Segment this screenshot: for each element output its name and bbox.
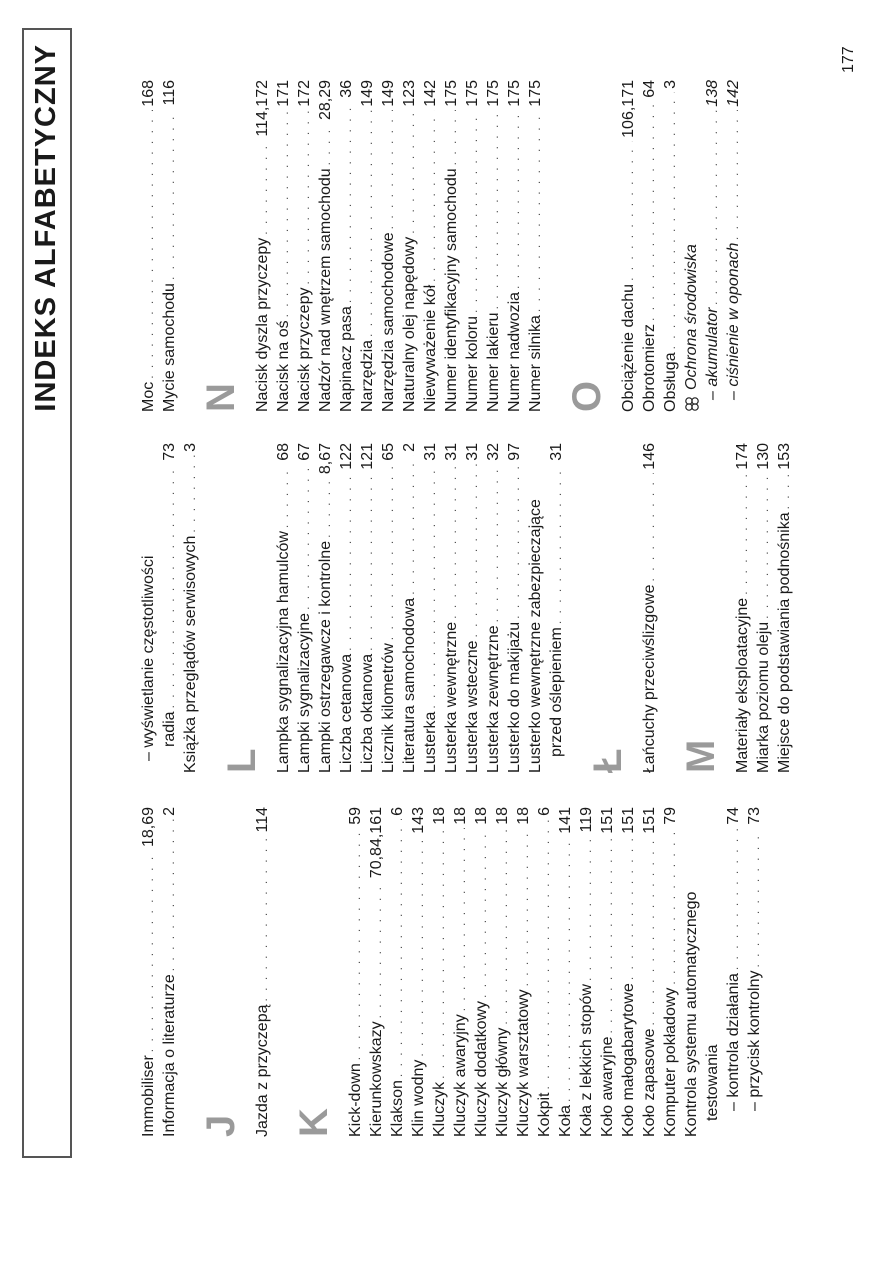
- index-entry: [387, 807, 408, 1137]
- index-entry: [555, 807, 576, 1137]
- entry-label: Koło małogabarytowe: [620, 983, 637, 1137]
- entry-pages: 106,171: [620, 80, 637, 138]
- entry-pages: 122: [338, 443, 355, 470]
- index-entry: [273, 443, 294, 773]
- entry-label: Łańcuchy przeciwślizgowe: [641, 584, 658, 773]
- entry-pages: 64: [641, 80, 658, 98]
- entry-pages: 146: [641, 443, 658, 470]
- index-entry: [345, 807, 366, 1137]
- entry-pages: 31: [548, 443, 565, 461]
- entry-label: – ciśnienie w oponach: [725, 242, 742, 400]
- entry-label: Lampka sygnalizacyjna hamulców: [275, 531, 292, 773]
- entry-pages: 28,29: [317, 80, 334, 121]
- entry-label: Obrotomierz: [641, 323, 658, 412]
- entry-label: Lampki ostrzegawcze i kontrolne: [317, 540, 334, 773]
- index-entry: [315, 443, 336, 773]
- entry-label: Lusterko do makijażu: [506, 621, 523, 773]
- section-letter-l-stroke: Ł: [586, 748, 630, 773]
- index-entry: [294, 443, 315, 773]
- entry-pages: 97: [506, 443, 523, 461]
- index-entry: [471, 807, 492, 1137]
- entry-label: Kontrola systemu automatycznego: [683, 891, 700, 1137]
- entry-pages: 138: [704, 80, 721, 107]
- index-entry: [597, 807, 618, 1137]
- index-entry: [420, 443, 441, 773]
- index-entry: [138, 80, 159, 412]
- entry-pages: 171: [275, 80, 292, 107]
- section-letter-l: L: [220, 748, 264, 773]
- entry-label: Napinacz pasa: [338, 306, 355, 412]
- entry-label: Numer koloru: [464, 315, 481, 412]
- entry-pages: 175: [443, 80, 460, 107]
- index-entry: [315, 80, 336, 412]
- entry-pages: 142: [725, 80, 742, 107]
- entry-pages: 18: [473, 807, 490, 825]
- entry-pages: 149: [359, 80, 376, 107]
- index-entry: [534, 807, 555, 1137]
- index-entry: [462, 443, 483, 773]
- section-letter-n: N: [199, 383, 243, 412]
- entry-label: Lusterka wewnętrzne: [443, 621, 460, 773]
- index-entry: [294, 80, 315, 412]
- index-entry: [336, 443, 357, 773]
- entry-label: Lusterka wsteczne: [464, 640, 481, 773]
- entry-pages: 142: [422, 80, 439, 107]
- entry-label: – przycisk kontrolny: [746, 970, 763, 1111]
- entry-label: Niewyważenie kół: [422, 284, 439, 412]
- entry-pages: 6: [536, 807, 553, 816]
- index-entry: [618, 80, 639, 412]
- entry-pages: 151: [641, 807, 658, 834]
- entry-pages: 153: [776, 443, 793, 470]
- index-entry: [357, 80, 378, 412]
- entry-label: Książka przeglądów serwisowych: [182, 535, 199, 773]
- index-entry: [639, 807, 660, 1137]
- index-entry: [483, 443, 504, 773]
- index-entry: [576, 807, 597, 1137]
- entry-pages: 79: [662, 807, 679, 825]
- entry-pages: 3: [662, 80, 679, 89]
- index-entry: [639, 443, 660, 773]
- entry-pages: 114,172: [254, 80, 271, 137]
- entry-label: – kontrola działania: [725, 973, 742, 1111]
- entry-pages: 175: [485, 80, 502, 107]
- index-entry: [681, 807, 702, 1137]
- entry-label: Materiały eksploatacyjne: [734, 597, 751, 773]
- index-entry: [753, 443, 774, 773]
- index-entry: [378, 80, 399, 412]
- entry-label: Jazda z przyczepą: [254, 1004, 271, 1137]
- entry-pages: 32: [485, 443, 502, 461]
- entry-pages: 121: [359, 443, 376, 470]
- index-entry: [159, 80, 180, 412]
- entry-label: – wyświetlanie częstotliwości: [140, 555, 157, 761]
- section-letter-o: O: [565, 380, 609, 412]
- index-entry: [450, 807, 471, 1137]
- entry-pages: 175: [527, 80, 544, 107]
- index-entry: [639, 80, 660, 412]
- index-entry: [744, 807, 765, 1137]
- entry-pages: 18: [431, 807, 448, 825]
- entry-label: testowania: [704, 1044, 721, 1121]
- index-entry: [399, 443, 420, 773]
- entry-pages: 151: [599, 807, 616, 834]
- index-entry: [336, 80, 357, 412]
- entry-pages: 6: [389, 807, 406, 816]
- entry-label: Kierunkowskazy: [368, 1021, 385, 1137]
- entry-label: Licznik kilometrów: [380, 643, 397, 773]
- entry-label: Obciążenie dachu: [620, 283, 637, 412]
- entry-label: Koła z lekkich stopów: [578, 984, 595, 1137]
- index-entry: [660, 807, 681, 1137]
- entry-label: Nacisk na oś: [275, 320, 292, 412]
- entry-pages: 175: [506, 80, 523, 107]
- entry-label: Informacja o literaturze: [161, 974, 178, 1137]
- entry-label: Mycie samochodu: [161, 283, 178, 412]
- entry-pages: 73: [746, 807, 763, 825]
- index-entry: [462, 80, 483, 412]
- index-entry: [429, 807, 450, 1137]
- index-entry: [618, 807, 639, 1137]
- index-entry: [441, 80, 462, 412]
- recycle-icon: [684, 396, 700, 412]
- index-entry: [723, 807, 744, 1137]
- index-column-2: [138, 443, 795, 773]
- index-entry: [483, 80, 504, 412]
- entry-pages: 68: [275, 443, 292, 461]
- entry-label: Liczba cetanowa: [338, 653, 355, 773]
- section-letter-j: J: [199, 1114, 243, 1137]
- index-entry: [357, 443, 378, 773]
- entry-label: Numer silnika: [527, 315, 544, 412]
- entry-pages: 2: [161, 807, 178, 816]
- entry-pages: 18: [515, 807, 532, 825]
- eco-label: Ochrona środowiska: [683, 244, 700, 390]
- index-entry: [441, 443, 462, 773]
- entry-label: Kluczyk główny: [494, 1027, 511, 1137]
- entry-label: Komputer pokładowy: [662, 987, 679, 1137]
- index-entry: [273, 80, 294, 412]
- index-entry: [774, 443, 795, 773]
- index-entry: [180, 443, 201, 773]
- entry-pages: 65: [380, 443, 397, 461]
- index-entry: [504, 80, 525, 412]
- section-letter-k: K: [292, 1108, 336, 1137]
- entry-pages: 70,84,161: [368, 807, 385, 879]
- entry-label: Kluczyk dodatkowy: [473, 1000, 490, 1137]
- section-letter-m: M: [679, 739, 723, 773]
- entry-label: Literatura samochodowa: [401, 597, 418, 773]
- entry-pages: 141: [557, 807, 574, 834]
- entry-label: Numer nadwozia: [506, 291, 523, 412]
- entry-label: – akumulator: [704, 307, 721, 400]
- entry-label: Immobiliser: [140, 1055, 157, 1137]
- index-entry: [159, 807, 180, 1137]
- index-entry: [702, 807, 723, 1137]
- entry-label: Narzędzia: [359, 339, 376, 412]
- entry-label: Klakson: [389, 1080, 406, 1137]
- index-column-1: [138, 807, 765, 1137]
- entry-pages: 18,69: [140, 807, 157, 848]
- index-entry: [378, 443, 399, 773]
- entry-label: Lampki sygnalizacyjne: [296, 612, 313, 773]
- index-entry: [420, 80, 441, 412]
- eco-entry: [681, 80, 702, 412]
- entry-label: Nadzór nad wnętrzem samochodu: [317, 168, 334, 412]
- entry-label: Kluczyk: [431, 1081, 448, 1137]
- entry-pages: 3: [182, 443, 199, 452]
- entry-pages: 168: [140, 80, 157, 107]
- index-entry: [408, 807, 429, 1137]
- entry-label: Koło zapasowe: [641, 1028, 658, 1137]
- entry-label: Naturalny olej napędowy: [401, 236, 418, 412]
- entry-pages: 59: [347, 807, 364, 825]
- index-entry: [159, 443, 180, 773]
- index-entry: [138, 443, 159, 773]
- entry-pages: 130: [755, 443, 772, 470]
- entry-label: Kluczyk warsztatowy: [515, 989, 532, 1137]
- entry-pages: 123: [401, 80, 418, 107]
- entry-pages: 172: [296, 80, 313, 107]
- entry-pages: 18: [452, 807, 469, 825]
- entry-label: Liczba oktanowa: [359, 653, 376, 773]
- entry-pages: 143: [410, 807, 427, 834]
- index-entry: [702, 80, 723, 412]
- entry-label: przed oślepieniem: [548, 627, 565, 757]
- entry-label: Nacisk dyszla przyczepy: [254, 237, 271, 412]
- index-entry: [525, 443, 546, 773]
- index-entry: [366, 807, 387, 1137]
- page-number: 177: [840, 46, 857, 73]
- entry-pages: 114: [254, 807, 271, 833]
- page-title: INDEKS ALFABETYCZNY: [30, 44, 62, 412]
- entry-label: Numer lakieru: [485, 312, 502, 412]
- entry-pages: 36: [338, 80, 355, 98]
- entry-label: Miarka poziomu oleju: [755, 621, 772, 773]
- entry-label: Numer identyfikacyjny samochodu: [443, 168, 460, 412]
- index-entry: [399, 80, 420, 412]
- index-entry: [546, 443, 567, 773]
- entry-pages: 31: [464, 443, 481, 461]
- entry-pages: 8,67: [317, 443, 334, 475]
- index-entry: [504, 443, 525, 773]
- index-entry: [732, 443, 753, 773]
- entry-pages: 74: [725, 807, 742, 825]
- entry-pages: 174: [734, 443, 751, 470]
- entry-pages: 175: [464, 80, 481, 107]
- index-entry: [513, 807, 534, 1137]
- entry-pages: 73: [161, 443, 178, 461]
- entry-label: Kick-down: [347, 1063, 364, 1137]
- entry-pages: 2: [401, 443, 418, 452]
- header-box: [22, 28, 72, 1158]
- index-entry: [723, 80, 744, 412]
- index-entry: [252, 80, 273, 412]
- entry-label: Lusterko wewnętrzne zabezpieczające: [527, 499, 544, 773]
- index-entry: [252, 807, 273, 1137]
- entry-label: Kokpit: [536, 1092, 553, 1137]
- entry-label: Nacisk przyczepy: [296, 287, 313, 412]
- entry-label: Narzędzia samochodowe: [380, 232, 397, 412]
- entry-label: Obsługa: [662, 352, 679, 412]
- entry-label: radia: [161, 711, 178, 747]
- index-entry: [492, 807, 513, 1137]
- entry-pages: 18: [494, 807, 511, 825]
- entry-pages: 149: [380, 80, 397, 107]
- index-entry: [660, 80, 681, 412]
- entry-pages: 116: [161, 80, 178, 106]
- entry-label: Lusterka: [422, 711, 439, 773]
- entry-label: Klin wodny: [410, 1059, 427, 1137]
- entry-label: Moc: [140, 381, 157, 412]
- entry-pages: 119: [578, 807, 595, 833]
- entry-pages: 151: [620, 807, 637, 834]
- entry-pages: 67: [296, 443, 313, 461]
- entry-label: Lusterka zewnętrzne: [485, 625, 502, 773]
- index-entry: [138, 807, 159, 1137]
- entry-label: Miejsce do podstawiania podnośnika: [776, 512, 793, 773]
- entry-pages: 31: [443, 443, 460, 461]
- entry-label: Koła: [557, 1104, 574, 1137]
- entry-pages: 31: [422, 443, 439, 461]
- entry-label: Koło awaryjne: [599, 1036, 616, 1137]
- index-entry: [525, 80, 546, 412]
- index-column-3: [138, 80, 744, 412]
- entry-label: Kluczyk awaryjny: [452, 1014, 469, 1137]
